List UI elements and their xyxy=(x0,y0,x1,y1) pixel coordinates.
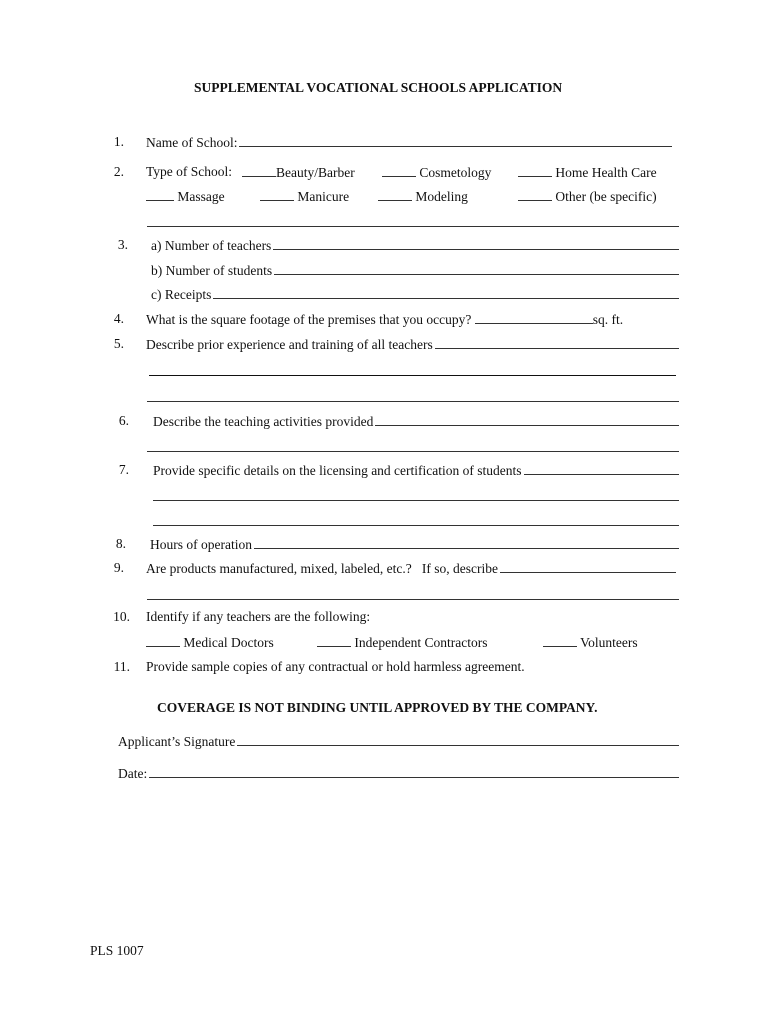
teaching-activities-line-2[interactable] xyxy=(147,451,679,452)
prior-experience-line-3[interactable] xyxy=(147,401,679,402)
prior-experience-row xyxy=(146,336,679,353)
form-code: PLS 1007 xyxy=(90,943,144,958)
teachers-identify-label: Identify if any teachers are the following: xyxy=(146,609,371,624)
prior-experience-line-2[interactable] xyxy=(149,375,676,376)
square-footage-label: What is the square footage of the premises that you occupy? xyxy=(146,312,472,327)
item-number: 6. xyxy=(118,413,129,428)
hours-of-operation-label: Hours of operation xyxy=(150,537,252,552)
teaching-activities-row xyxy=(153,413,679,430)
licensing-line-3[interactable] xyxy=(153,525,679,526)
option-massage: Massage xyxy=(146,188,225,205)
products-label: Are products manufactured, mixed, labeled, etc.? If so, describe xyxy=(146,561,498,576)
licensing-field[interactable] xyxy=(524,462,679,475)
massage-checkbox[interactable] xyxy=(146,188,174,201)
item-number: 8. xyxy=(115,536,126,551)
name-of-school-label: Name of School: xyxy=(146,135,238,150)
products-row xyxy=(146,560,676,577)
receipts-field[interactable] xyxy=(213,286,679,299)
prior-experience-field[interactable] xyxy=(435,336,679,349)
other-checkbox[interactable] xyxy=(518,188,552,201)
prior-experience-label: Describe prior experience and training of all teachers xyxy=(146,337,433,352)
cosmetology-checkbox[interactable] xyxy=(382,164,416,177)
signature-label: Applicant’s Signature xyxy=(118,734,236,749)
option-medical-doctors: Medical Doctors xyxy=(146,634,274,651)
square-footage-row xyxy=(146,311,623,328)
item-number: 10. xyxy=(113,609,130,624)
name-of-school-field[interactable] xyxy=(239,134,672,147)
number-of-teachers-row xyxy=(151,237,679,254)
item-number: 1. xyxy=(113,134,124,149)
manicure-checkbox[interactable] xyxy=(260,188,294,201)
receipts-label: c) Receipts xyxy=(151,287,212,302)
number-of-students-label: b) Number of students xyxy=(151,263,273,278)
signature-row xyxy=(118,733,679,750)
date-field[interactable] xyxy=(149,765,679,778)
item-number: 5. xyxy=(113,336,124,351)
option-other: Other (be specific) xyxy=(518,188,657,205)
other-specify-field[interactable] xyxy=(147,226,679,227)
volunteers-checkbox[interactable] xyxy=(543,634,577,647)
option-home-health-care: Home Health Care xyxy=(518,164,657,181)
receipts-row xyxy=(151,286,679,303)
option-manicure: Manicure xyxy=(260,188,349,205)
item-number: 7. xyxy=(118,462,129,477)
option-cosmetology: Cosmetology xyxy=(382,164,491,181)
products-line-2[interactable] xyxy=(147,599,679,600)
licensing-row xyxy=(153,462,679,479)
licensing-line-2[interactable] xyxy=(153,500,679,501)
number-of-teachers-label: a) Number of teachers xyxy=(151,238,272,253)
coverage-notice: COVERAGE IS NOT BINDING UNTIL APPROVED BY THE COMPANY. xyxy=(157,700,598,715)
number-of-teachers-field[interactable] xyxy=(273,237,679,250)
modeling-checkbox[interactable] xyxy=(378,188,412,201)
item-number: 9. xyxy=(113,560,124,575)
option-volunteers: Volunteers xyxy=(543,634,638,651)
teaching-activities-field[interactable] xyxy=(375,413,679,426)
hours-of-operation-row xyxy=(150,536,679,553)
hours-of-operation-field[interactable] xyxy=(254,536,679,549)
products-field[interactable] xyxy=(500,560,676,573)
medical-doctors-checkbox[interactable] xyxy=(146,634,180,647)
number-of-students-field[interactable] xyxy=(274,262,679,275)
home-health-care-checkbox[interactable] xyxy=(518,164,552,177)
licensing-label: Provide specific details on the licensing and certification of students xyxy=(153,463,522,478)
item-number: 2. xyxy=(113,164,124,179)
type-of-school-label: Type of School: xyxy=(146,164,233,179)
date-row xyxy=(118,765,679,782)
square-footage-unit: sq. ft. xyxy=(592,312,624,327)
option-independent-contractors: Independent Contractors xyxy=(317,634,487,651)
item-number: 3. xyxy=(117,237,128,252)
number-of-students-row xyxy=(151,262,679,279)
item-number: 4. xyxy=(113,311,124,326)
independent-contractors-checkbox[interactable] xyxy=(317,634,351,647)
option-beauty-barber: Beauty/Barber xyxy=(242,164,355,181)
form-title: SUPPLEMENTAL VOCATIONAL SCHOOLS APPLICATION xyxy=(194,80,563,95)
beauty-barber-checkbox[interactable] xyxy=(242,164,276,177)
square-footage-field[interactable] xyxy=(475,311,593,324)
signature-field[interactable] xyxy=(237,733,679,746)
sample-copies-label: Provide sample copies of any contractual or hold harmless agreement. xyxy=(146,659,525,674)
item-number: 11. xyxy=(113,659,130,674)
name-of-school-row xyxy=(146,134,672,151)
option-modeling: Modeling xyxy=(378,188,468,205)
teaching-activities-label: Describe the teaching activities provided xyxy=(153,414,374,429)
date-label: Date: xyxy=(118,766,148,781)
